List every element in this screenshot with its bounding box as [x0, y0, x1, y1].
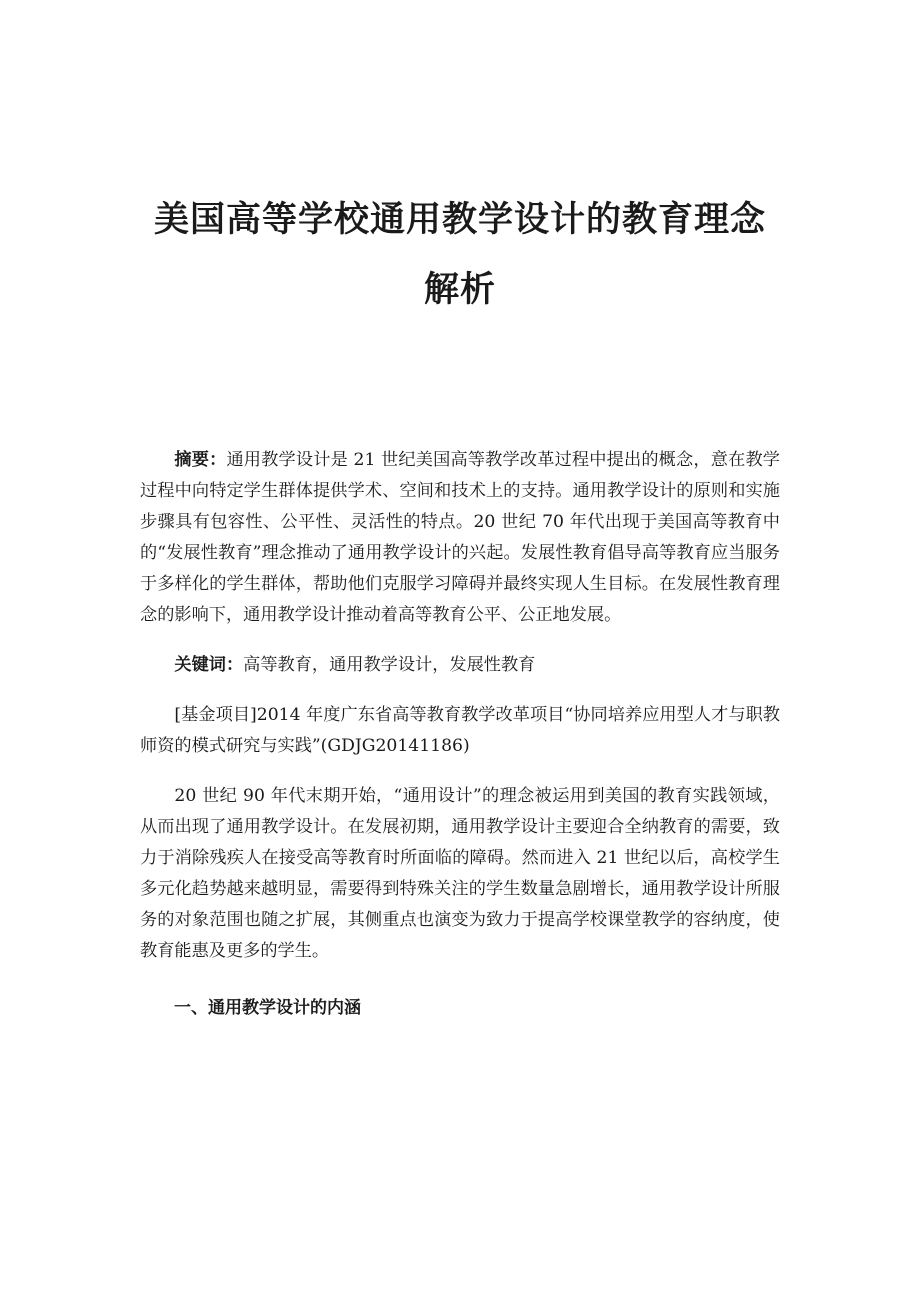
abstract-text: 通用教学设计是 21 世纪美国高等教学改革过程中提出的概念，意在教学过程中向特定学生群体提供学术、空间和技术上的支持。通用教学设计的原则和实施步骤具有包容性、公平性、灵活性的特点。20 世纪 70 年代出现于美国高等教育中的“发展性教育”理念推动了通用教学设计的兴起。发展性教育倡导高等教育应当服务于多样化的学生群体，帮助他们克服学习障碍并最终实现人生目标。在发展性教育理念的影响下，通用教学设计推动着高等教育公平、公正地发展。: [140, 450, 780, 625]
keywords-paragraph: [140, 650, 780, 681]
keywords-label: 关键词：: [174, 655, 244, 675]
section-heading: 一、通用教学设计的内涵: [174, 998, 361, 1018]
intro-paragraph: 20 世纪 90 年代末期开始，“通用设计”的理念被运用到美国的教育实践领域，从而出现了通用教学设计。在发展初期，通用教学设计主要迎合全纳教育的需要，致力于消除残疾人在接受高等教育时所面临的障碍。然而进入 21 世纪以后，高校学生多元化趋势越来越明显，需要得到特殊关注的学生数量急剧增长，通用教学设计所服务的对象范围也随之扩展，其侧重点也演变为致力于提高学校课堂教学的容纳度，使教育能惠及更多的学生。: [140, 786, 780, 961]
title-line-2: 解析: [423, 270, 496, 310]
document-title: [80, 185, 840, 325]
document-body: [140, 445, 780, 1024]
abstract-label: 摘要：: [174, 450, 227, 470]
abstract-paragraph: [140, 445, 780, 631]
keywords-text: 高等教育，通用教学设计，发展性教育: [243, 655, 536, 675]
title-line-1: 美国高等学校通用教学设计的教育理念: [153, 200, 766, 240]
fund-paragraph: [基金项目]2014 年度广东省高等教育教学改革项目“协同培养应用型人才与职教师资的模式研究与实践”(GDJG20141186): [140, 705, 780, 756]
